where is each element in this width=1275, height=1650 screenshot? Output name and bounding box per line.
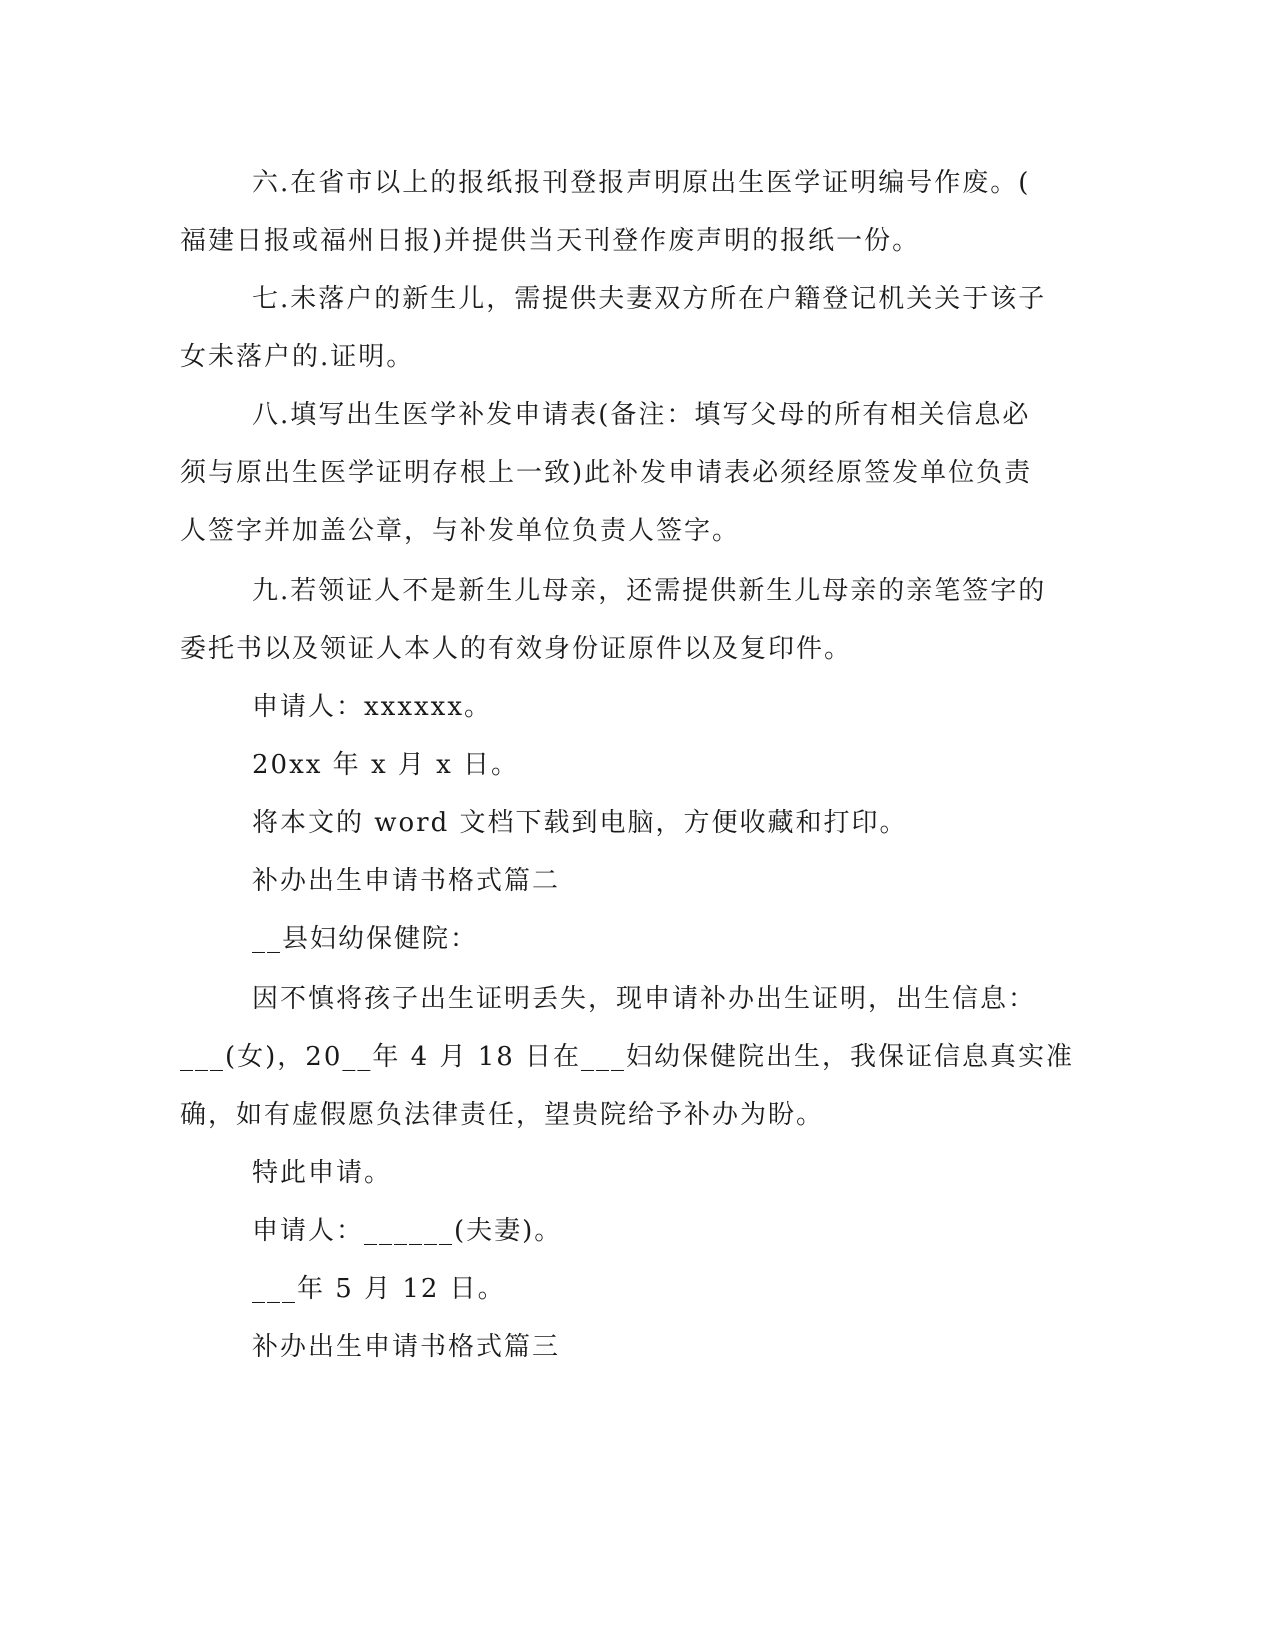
paragraph-line: 人签字并加盖公章，与补发单位负责人签字。: [180, 516, 741, 546]
paragraph-line: 委托书以及领证人本人的有效身份证原件以及复印件。: [180, 634, 853, 664]
paragraph-line: 女未落户的.证明。: [180, 342, 415, 372]
addressee-line: __县妇幼保健院：: [252, 924, 479, 954]
paragraph-line: ___(女)，20__年 4 月 18 日在___妇幼保健院出生，我保证信息真实准: [180, 1042, 1075, 1072]
section-heading: 补办出生申请书格式篇二: [252, 866, 561, 896]
paragraph-line: 八.填写出生医学补发申请表(备注：填写父母的所有相关信息必: [252, 400, 1031, 430]
paragraph-line: 福建日报或福州日报)并提供当天刊登作废声明的报纸一份。: [180, 226, 921, 256]
date-line: ___年 5 月 12 日。: [252, 1274, 506, 1304]
section-heading: 补办出生申请书格式篇三: [252, 1332, 561, 1362]
paragraph-line: 九.若领证人不是新生儿母亲，还需提供新生儿母亲的亲笔签字的: [252, 576, 1047, 606]
applicant-line: 申请人：xxxxxx。: [252, 692, 492, 722]
closing-line: 特此申请。: [252, 1158, 393, 1188]
paragraph-line: 确，如有虚假愿负法律责任，望贵院给予补办为盼。: [180, 1100, 825, 1130]
paragraph-line: 七.未落户的新生儿，需提供夫妻双方所在户籍登记机关关于该子: [252, 284, 1047, 314]
paragraph-line: 六.在省市以上的报纸报刊登报声明原出生医学证明编号作废。(: [252, 168, 1031, 198]
paragraph-line: 须与原出生医学证明存根上一致)此补发申请表必须经原签发单位负责: [180, 458, 1033, 488]
applicant-line: 申请人：______(夫妻)。: [252, 1216, 563, 1246]
date-line: 20xx 年 x 月 x 日。: [252, 750, 520, 780]
paragraph-line: 因不慎将孩子出生证明丢失，现申请补办出生证明，出生信息：: [252, 984, 1037, 1014]
download-note: 将本文的 word 文档下载到电脑，方便收藏和打印。: [252, 808, 908, 838]
